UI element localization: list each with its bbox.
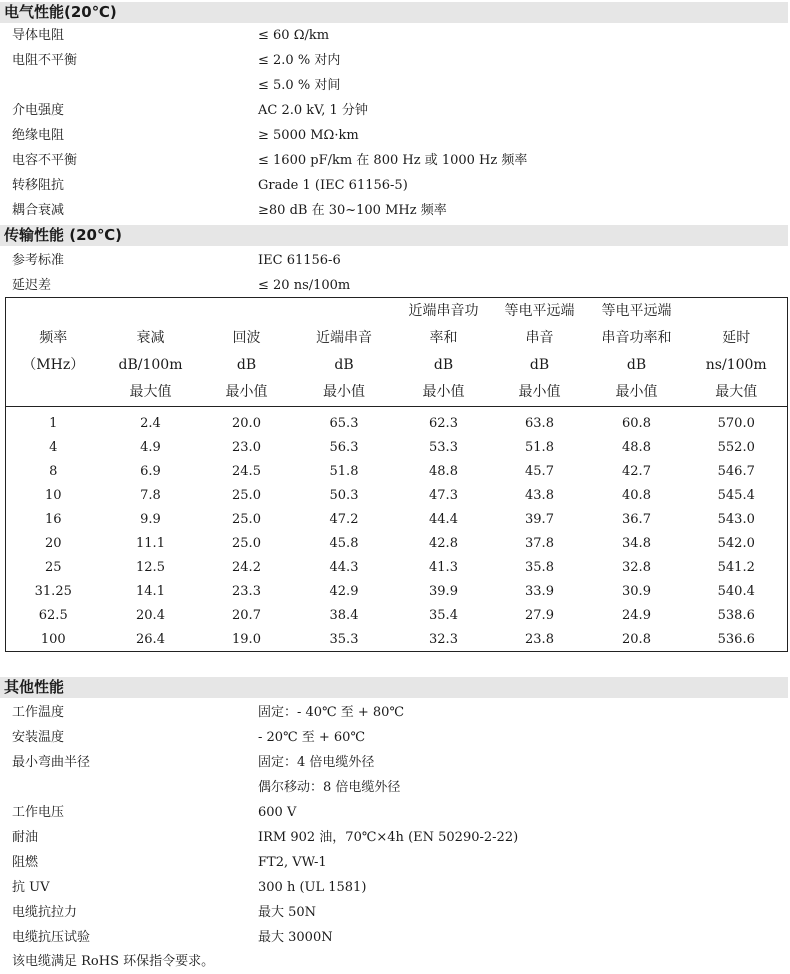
spec-label: 介电强度 <box>12 103 65 118</box>
table-cell: 65.3 <box>329 415 359 431</box>
table-cell: 37.8 <box>525 535 554 551</box>
spec-row <box>0 901 788 925</box>
table-cell: 32.8 <box>622 559 651 575</box>
table-row <box>6 435 788 459</box>
table-cell: 40.8 <box>622 487 651 503</box>
spec-value: ≤ 60 Ω/km <box>258 28 330 43</box>
column-limit: 最大值 <box>101 379 201 407</box>
column-header <box>6 298 101 326</box>
table-cell: 9.9 <box>140 511 161 527</box>
table-cell: 26.4 <box>136 631 165 647</box>
table-cell: 27.9 <box>525 607 554 623</box>
table-cell: 44.4 <box>429 511 458 527</box>
spec-label: 抗 UV <box>12 880 50 895</box>
spec-row <box>0 701 788 725</box>
table-cell: 62.5 <box>38 607 68 623</box>
table-cell: 48.8 <box>622 439 651 455</box>
table-cell: 25.0 <box>232 535 261 551</box>
table-cell: 25.0 <box>232 511 261 527</box>
spec-value: 600 V <box>258 805 297 820</box>
table-cell: 4 <box>49 439 58 455</box>
table-cell: 14.1 <box>136 583 165 599</box>
table-cell: 63.8 <box>525 415 554 431</box>
spec-label: 导体电阻 <box>12 28 65 43</box>
table-cell: 42.8 <box>429 535 458 551</box>
table-row <box>6 555 788 579</box>
spec-value: ≤ 2.0 % 对内 <box>258 53 341 68</box>
table-cell: 47.3 <box>429 487 458 503</box>
spec-label: 电缆抗压试验 <box>12 930 91 945</box>
spec-label: 转移阻抗 <box>12 178 65 193</box>
column-limit: 最小值 <box>293 379 396 407</box>
column-header: 近端串音功 <box>408 303 479 319</box>
column-header <box>201 298 293 326</box>
spec-value: 固定：- 40℃ 至 + 80℃ <box>258 705 404 720</box>
spec-row <box>0 801 788 825</box>
table-cell: 23.3 <box>232 583 261 599</box>
table-cell: 34.8 <box>622 535 651 551</box>
spec-label: 绝缘电阻 <box>12 128 65 143</box>
column-header: 串音 <box>525 330 554 346</box>
table-cell: 60.8 <box>622 415 651 431</box>
spec-label: 电阻不平衡 <box>12 53 78 68</box>
table-cell: 33.9 <box>525 583 554 599</box>
table-cell: 20 <box>44 535 62 551</box>
column-unit: ns/100m <box>705 357 767 373</box>
column-limit: 最小值 <box>396 379 492 407</box>
spec-value: 固定：4 倍电缆外径 <box>258 755 375 770</box>
column-header: 回波 <box>232 330 261 346</box>
table-cell: 31.25 <box>34 583 72 599</box>
column-unit: dB <box>236 357 257 373</box>
spec-row <box>0 751 788 775</box>
table-cell: 12.5 <box>136 559 165 575</box>
table-cell: 24.5 <box>232 463 261 479</box>
spec-label: 工作电压 <box>12 805 65 820</box>
table-row <box>6 507 788 531</box>
rohs-note: 该电缆满足 RoHS 环保指令要求。 <box>12 954 215 969</box>
spec-label: 耦合衰减 <box>12 203 65 218</box>
table-cell: 38.4 <box>329 607 359 623</box>
table-header-row <box>6 298 788 326</box>
table-cell: 542.0 <box>717 535 755 551</box>
spec-value: Grade 1 (IEC 61156-5) <box>258 178 408 193</box>
spec-value: 300 h (UL 1581) <box>258 880 367 895</box>
table-header-row <box>6 352 788 379</box>
table-cell: 4.9 <box>140 439 161 455</box>
spec-value: ≥ 5000 MΩ·km <box>258 128 359 143</box>
spec-value: ≤ 5.0 % 对间 <box>258 78 341 93</box>
table-cell: 42.7 <box>622 463 651 479</box>
table-cell: 51.8 <box>525 439 554 455</box>
column-unit: dB <box>433 357 454 373</box>
column-limit: 最小值 <box>492 379 588 407</box>
section-other-title: 其他性能 <box>0 677 788 698</box>
table-row <box>6 459 788 483</box>
table-row <box>6 407 788 436</box>
table-cell: 23.8 <box>525 631 554 647</box>
table-cell: 16 <box>44 511 62 527</box>
column-header: 衰减 <box>136 330 165 346</box>
table-cell: 2.4 <box>140 415 161 431</box>
table-cell: 25.0 <box>232 487 261 503</box>
spec-label: 耐油 <box>12 830 39 845</box>
table-cell: 39.7 <box>525 511 554 527</box>
table-body <box>6 407 788 652</box>
table-cell: 62.3 <box>429 415 458 431</box>
section-transmission-title: 传输性能 (20℃) <box>0 225 788 246</box>
column-unit: （MHz） <box>22 357 85 373</box>
spec-row <box>0 851 788 875</box>
table-cell: 25 <box>44 559 62 575</box>
spec-row <box>0 174 788 198</box>
spec-label: 阻燃 <box>12 855 39 870</box>
table-cell: 30.9 <box>622 583 651 599</box>
table-cell: 20.8 <box>622 631 651 647</box>
column-header: 频率 <box>39 330 68 346</box>
spec-label: 延迟差 <box>12 278 52 293</box>
spec-row <box>0 149 788 173</box>
table-cell: 538.6 <box>717 607 755 623</box>
column-unit: dB <box>334 357 354 373</box>
table-cell: 36.7 <box>622 511 651 527</box>
table-cell: 552.0 <box>717 439 755 455</box>
column-limit <box>6 379 101 407</box>
table-cell: 35.8 <box>525 559 554 575</box>
column-header: 等电平远端 <box>504 303 575 319</box>
spec-label: 工作温度 <box>12 705 65 720</box>
table-cell: 543.0 <box>717 511 755 527</box>
spec-value: ≤ 1600 pF/km 在 800 Hz 或 1000 Hz 频率 <box>258 153 528 168</box>
table-cell: 23.0 <box>232 439 261 455</box>
table-cell: 6.9 <box>140 463 161 479</box>
column-header <box>293 298 396 326</box>
table-cell: 1 <box>49 415 58 431</box>
spec-value: IEC 61156-6 <box>258 253 341 268</box>
table-cell: 50.3 <box>329 487 359 503</box>
spec-value: - 20℃ 至 + 60℃ <box>258 730 365 745</box>
table-row <box>6 579 788 603</box>
table-cell: 541.2 <box>717 559 755 575</box>
column-unit: dB <box>626 357 647 373</box>
table-cell: 45.8 <box>329 535 359 551</box>
spec-label: 电缆抗拉力 <box>12 905 78 920</box>
spec-row <box>0 49 788 73</box>
spec-label: 参考标准 <box>12 253 65 268</box>
spec-label: 电容不平衡 <box>12 153 78 168</box>
column-header: 率和 <box>429 330 458 346</box>
section-electrical-title: 电气性能(20℃) <box>0 2 788 23</box>
spec-row <box>0 74 788 98</box>
table-cell: 546.7 <box>717 463 755 479</box>
table-cell: 56.3 <box>329 439 359 455</box>
table-cell: 20.0 <box>232 415 261 431</box>
table-row <box>6 627 788 652</box>
spec-value: 偶尔移动：8 倍电缆外径 <box>258 780 401 795</box>
spec-row <box>0 776 788 800</box>
column-limit: 最小值 <box>588 379 686 407</box>
column-header: 近端串音 <box>316 330 372 346</box>
table-row <box>6 603 788 627</box>
spec-value: AC 2.0 kV, 1 分钟 <box>258 103 368 118</box>
column-header: 串音功率和 <box>601 330 672 346</box>
column-header: 延时 <box>722 330 751 346</box>
table-cell: 53.3 <box>429 439 458 455</box>
table-cell: 24.2 <box>232 559 261 575</box>
table-header-row <box>6 325 788 352</box>
spec-value: ≤ 20 ns/100m <box>258 278 351 293</box>
table-cell: 43.8 <box>525 487 554 503</box>
table-cell: 570.0 <box>717 415 755 431</box>
column-header <box>686 298 788 326</box>
table-cell: 51.8 <box>329 463 359 479</box>
column-limit: 最小值 <box>201 379 293 407</box>
spec-row <box>0 826 788 850</box>
transmission-table <box>5 297 788 652</box>
spec-row <box>0 124 788 148</box>
table-header-row <box>6 379 788 407</box>
table-cell: 24.9 <box>622 607 651 623</box>
column-unit: dB <box>529 357 550 373</box>
table-cell: 536.6 <box>717 631 755 647</box>
spec-row <box>0 249 788 273</box>
table-cell: 47.2 <box>329 511 359 527</box>
table-cell: 20.4 <box>136 607 165 623</box>
spec-row <box>0 99 788 123</box>
column-header <box>101 298 201 326</box>
table-cell: 20.7 <box>232 607 261 623</box>
spec-value: ≥80 dB 在 30~100 MHz 频率 <box>258 203 447 218</box>
table-cell: 39.9 <box>429 583 458 599</box>
spec-label: 最小弯曲半径 <box>12 755 91 770</box>
table-cell: 8 <box>49 463 58 479</box>
table-cell: 7.8 <box>140 487 161 503</box>
spec-row <box>0 926 788 950</box>
spec-row <box>0 726 788 750</box>
table-cell: 19.0 <box>232 631 261 647</box>
spec-value: FT2, VW-1 <box>258 855 327 870</box>
table-cell: 545.4 <box>717 487 755 503</box>
table-row <box>6 483 788 507</box>
table-cell: 10 <box>44 487 62 503</box>
spec-row <box>0 876 788 900</box>
spec-row <box>0 274 788 298</box>
table-cell: 35.4 <box>429 607 458 623</box>
spec-value: 最大 50N <box>258 905 317 920</box>
spec-value: IRM 902 油，70℃×4h (EN 50290-2-22) <box>258 830 519 845</box>
table-cell: 540.4 <box>717 583 755 599</box>
table-cell: 42.9 <box>329 583 359 599</box>
table-cell: 41.3 <box>429 559 458 575</box>
spec-value: 最大 3000N <box>258 930 333 945</box>
spec-row <box>0 24 788 48</box>
table-cell: 100 <box>40 631 66 647</box>
table-cell: 44.3 <box>329 559 359 575</box>
column-limit: 最大值 <box>686 379 788 407</box>
table-cell: 45.7 <box>525 463 554 479</box>
table-row <box>6 531 788 555</box>
spec-row <box>0 199 788 223</box>
spec-label: 安装温度 <box>12 730 65 745</box>
table-cell: 11.1 <box>136 535 165 551</box>
table-cell: 32.3 <box>429 631 458 647</box>
table-cell: 48.8 <box>429 463 458 479</box>
column-header: 等电平远端 <box>601 303 672 319</box>
table-cell: 35.3 <box>329 631 359 647</box>
column-unit: dB/100m <box>118 357 183 373</box>
